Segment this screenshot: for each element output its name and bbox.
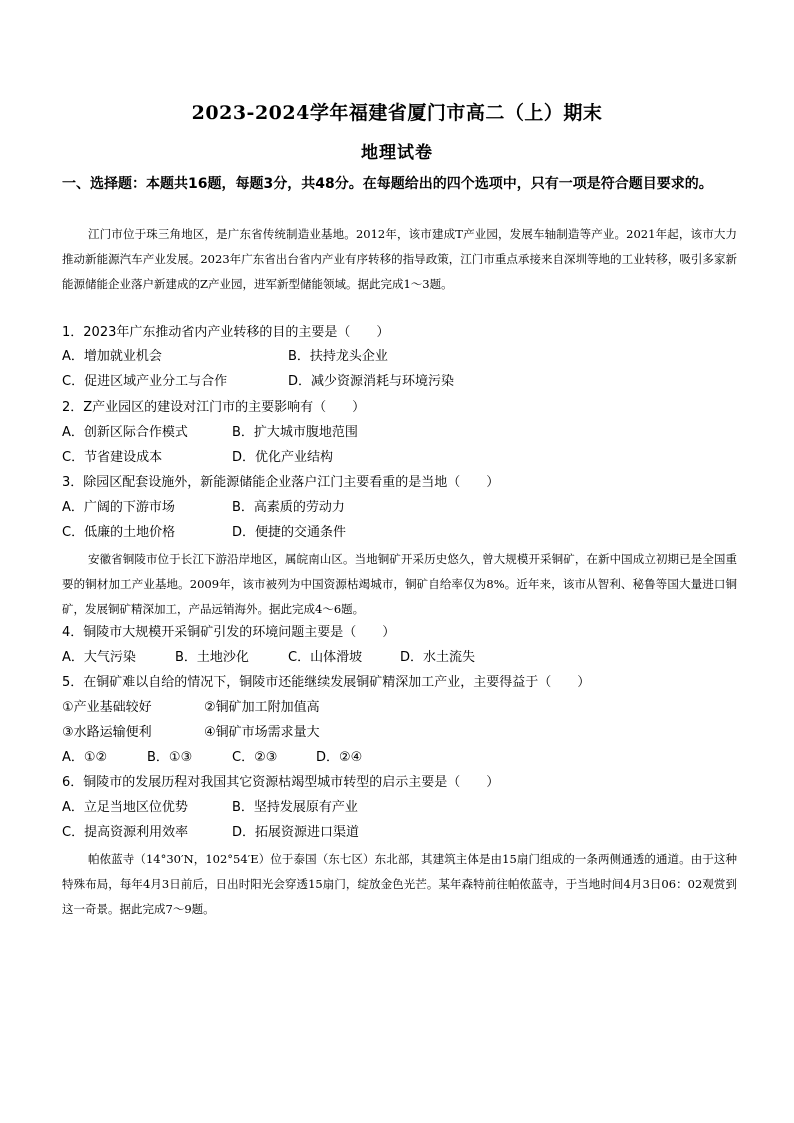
question-1-option-d: D．减少资源消耗与环境污染	[288, 374, 455, 389]
question-5-item-2: ②铜矿加工附加值高	[204, 700, 320, 715]
question-1-stem: 1．2023年广东推动省内产业转移的目的主要是（ ）	[62, 325, 390, 340]
question-3-option-d: D．便捷的交通条件	[232, 525, 347, 540]
question-5-option-b: B．①③	[147, 750, 193, 765]
question-5-stem: 5．在铜矿难以自给的情况下，铜陵市还能继续发展铜矿精深加工产业，主要得益于（ ）	[62, 675, 591, 690]
passage-3: 帕侬蓝寺（14°30′N，102°54′E）位于泰国（东七区）东北部，其建筑主体是由15扇门组成的一条两侧通透的通道。由于这种特殊布局，每年4月3日前后，日出时阳光会穿透15扇门，绽放金色光芒。某年森特前往帕侬蓝寺，于当地时间4月3日06：02观赏到这一奇景。据此完成7～9题。	[62, 852, 737, 916]
question-5-option-c: C．②③	[232, 750, 278, 765]
question-6-stem: 6．铜陵市的发展历程对我国其它资源枯竭型城市转型的启示主要是（ ）	[62, 775, 500, 790]
question-5-item-3: ③水路运输便利	[62, 725, 152, 740]
question-6-option-b: B．坚持发展原有产业	[232, 800, 358, 815]
question-2-stem: 2．Z产业园区的建设对江门市的主要影响有（ ）	[62, 400, 366, 415]
question-5-item-4: ④铜矿市场需求量大	[204, 725, 320, 740]
question-1-option-b: B．扶持龙头企业	[288, 349, 388, 364]
question-6-option-c: C．提高资源利用效率	[62, 825, 189, 840]
question-2-option-c: C．节省建设成本	[62, 450, 163, 465]
passage-2: 安徽省铜陵市位于长江下游沿岸地区，属皖南山区。当地铜矿开采历史悠久，曾大规模开采铜矿，在新中国成立初期已是全国重要的铜材加工产业基地。2009年，该市被列为中国资源枯竭城市，铜矿自给率仅为8%。近年来，该市从智利、秘鲁等国大量进口铜矿，发展铜矿精深加工，产品远销海外。据此完成4～6题。	[62, 552, 737, 616]
question-4-stem: 4．铜陵市大规模开采铜矿引发的环境问题主要是（ ）	[62, 625, 396, 640]
question-5-option-d: D．②④	[316, 750, 363, 765]
question-4-option-b: B．土地沙化	[175, 650, 249, 665]
question-4-option-d: D．水土流失	[400, 650, 476, 665]
question-5-item-1: ①产业基础较好	[62, 700, 152, 715]
question-3-option-c: C．低廉的土地价格	[62, 525, 176, 540]
passage-1: 江门市位于珠三角地区，是广东省传统制造业基地。2012年，该市建成T产业园，发展车轴制造等产业。2021年起，该市大力推动新能源汽车产业发展。2023年广东省出台省内产业有序转移的指导政策，江门市重点承接来自深圳等地的工业转移，吸引多家新能源储能企业落户新建成的Z产业园，进军新型储能领域。据此完成1～3题。	[62, 227, 737, 291]
question-2-option-b: B．扩大城市腹地范围	[232, 425, 358, 440]
question-6-option-a: A．立足当地区位优势	[62, 800, 188, 815]
question-2-option-a: A．创新区际合作模式	[62, 425, 188, 440]
exam-subtitle: 地理试卷	[361, 143, 433, 163]
question-4-option-c: C．山体滑坡	[288, 650, 363, 665]
question-1-option-a: A．增加就业机会	[62, 349, 162, 364]
question-1-option-c: C．促进区域产业分工与合作	[62, 374, 228, 389]
question-2-option-d: D．优化产业结构	[232, 450, 334, 465]
exam-title: 2023-2024学年福建省厦门市高二（上）期末	[191, 102, 603, 124]
question-3-stem: 3．除园区配套设施外，新能源储能企业落户江门主要看重的是当地（ ）	[62, 475, 500, 490]
question-5-option-a: A．①②	[62, 750, 108, 765]
question-3-option-a: A．广阔的下游市场	[62, 500, 175, 515]
question-4-option-a: A．大气污染	[62, 650, 136, 665]
question-3-option-b: B．高素质的劳动力	[232, 500, 345, 515]
section-heading: 一、选择题：本题共16题，每题3分，共48分。在每题给出的四个选项中，只有一项是符合题目要求的。	[62, 176, 713, 192]
question-6-option-d: D．拓展资源进口渠道	[232, 825, 360, 840]
